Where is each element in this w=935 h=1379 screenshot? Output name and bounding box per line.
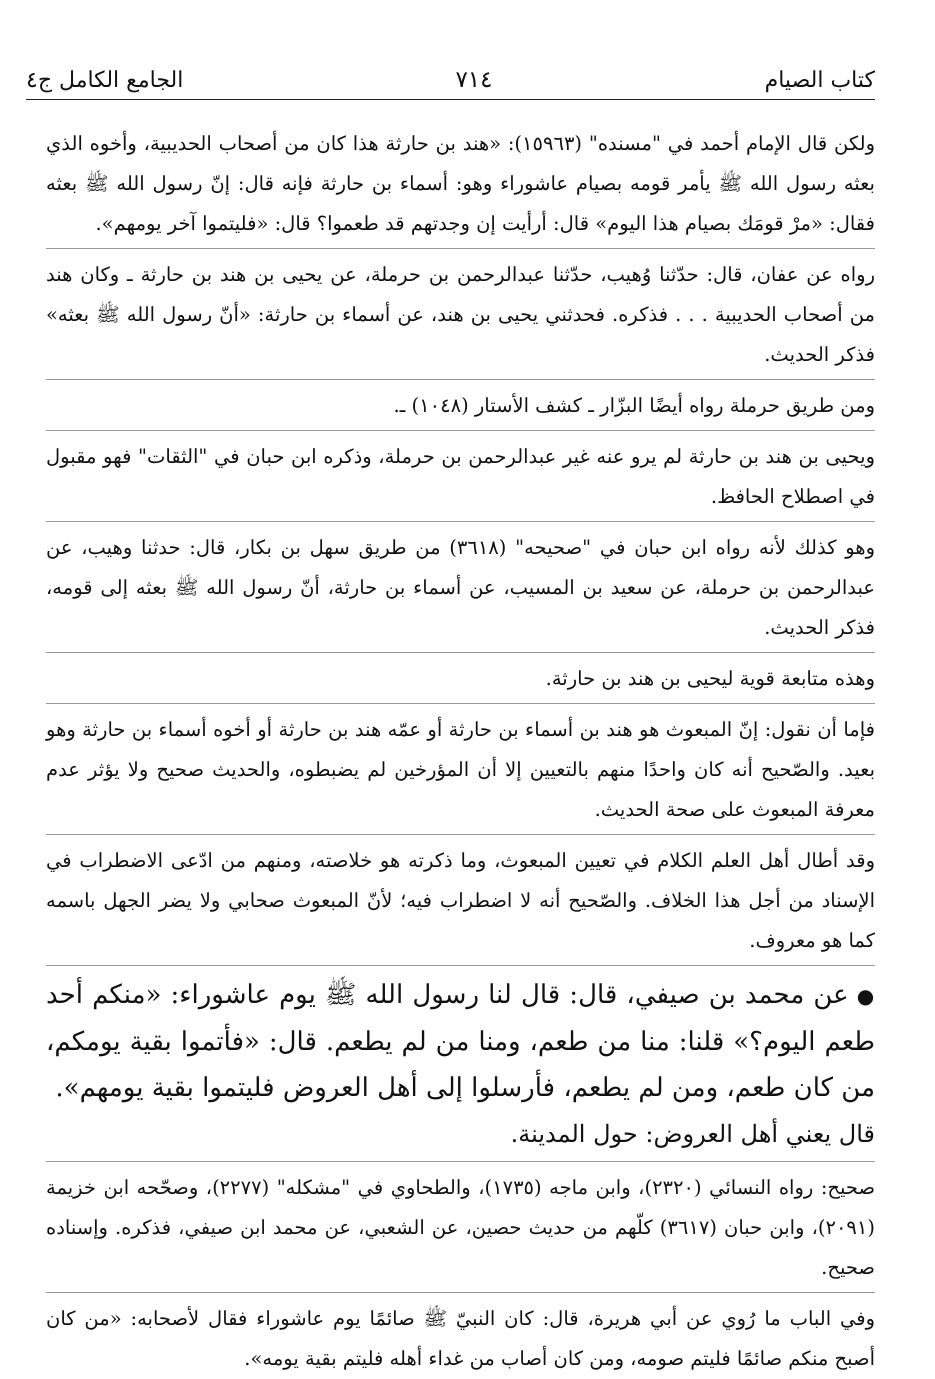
paragraph: وهو كذلك لأنه رواه ابن حبان في "صحيحه" (٣٦١٨) من طريق سهل بن بكار، قال: حدثنا وهيب، عن عبدالرحمن بن حرملة، عن سعيد بن المسيب، عن أسماء بن حارثة، أنّ رسول الله ﷺ بعثه إلى قومه، فذكر الحديث. (46, 536, 875, 639)
divider (46, 965, 875, 966)
divider (46, 430, 875, 431)
divider (46, 834, 875, 835)
paragraph: ومن طريق حرملة رواه أيضًا البزّار ـ كشف الأستار (١٠٤٨) ـ. (393, 394, 875, 417)
hadith-text (46, 972, 875, 1111)
divider (46, 379, 875, 380)
divider (46, 652, 875, 653)
page-content (46, 124, 875, 1379)
paragraph: ولكن قال الإمام أحمد في "مسنده" (١٥٩٦٣): «هند بن حارثة هذا كان من أصحاب الحديبية، وأخوه الذي بعثه رسول الله ﷺ يأمر قومه بصيام عاشوراء وهو: أسماء بن حارثة فإنه قال: إنّ رسول الله ﷺ بعثه فقال: «مرْ قومَك بصيام هذا اليوم» قال: أرأيت إن وجدتهم قد طعموا؟ قال: «فليتموا آخر يومهم». (46, 132, 876, 235)
bullet-icon: ● (856, 984, 876, 1008)
hadith-body: عن محمد بن صيفي، قال: قال لنا رسول الله ﷺ يوم عاشوراء: «منكم أحد طعم اليوم؟» قلنا: منا من طعم، ومنا من لم يطعم. قال: «فأتموا بقية يومكم، من كان طعم، ومن لم يطعم، فأرسلوا إلى أهل العروض فليتموا بقية يومهم». (46, 980, 875, 1103)
divider (46, 1292, 875, 1293)
hadith-note: قال يعني أهل العروض: حول المدينة. (510, 1120, 875, 1148)
paragraph: وهذه متابعة قوية ليحيى بن هند بن حارثة. (545, 667, 875, 690)
paragraph: رواه عن عفان، قال: حدّثنا وُهيب، حدّثنا عبدالرحمن بن حرملة، عن يحيى بن هند بن حارثة ـ وكان هند من أصحاب الحديبية . . . فذكره. فحدثني يحيى بن هند، عن أسماء بن حارثة: «أنّ رسول الله ﷺ بعثه» فذكر الحديث. (46, 263, 875, 366)
takhrij-paragraph: صحيح: رواه النسائي (٢٣٢٠)، وابن ماجه (١٧٣٥)، والطحاوي في "مشكله" (٢٢٧٧)، وصحّحه ابن خزيمة (٢٠٩١)، وابن حبان (٣٦١٧) كلّهم من حديث حصين، عن الشعبي، عن محمد ابن صيفي، فذكره. وإسناده صحيح. (46, 1176, 875, 1279)
divider (46, 521, 875, 522)
paragraph: فإما أن نقول: إنّ المبعوث هو هند بن أسماء بن حارثة أو عمّه هند بن حارثة أو أخوه أسماء بن حارثة وهو بعيد. والصّحيح أنه كان واحدًا منهم بالتعيين إلا أن المؤرخين لم يضبطوه، والحديث صحيح ولا يؤثر عدم معرفة المبعوث على صحة الحديث. (46, 718, 875, 821)
page-header (26, 52, 875, 100)
divider (46, 1161, 875, 1162)
book-title: الجامع الكامل ج٤ (26, 68, 184, 93)
divider (46, 703, 875, 704)
paragraph: ويحيى بن هند بن حارثة لم يرو عنه غير عبدالرحمن بن حرملة، وذكره ابن حبان في "الثقات" فهو مقبول في اصطلاح الحافظ. (46, 445, 875, 508)
takhrij-paragraph: وفي الباب ما رُوي عن أبي هريرة، قال: كان النبيّ ﷺ صائمًا يوم عاشوراء فقال لأصحابه: «من كان أصبح منكم صائمًا فليتم صومه، ومن كان أصاب من غداء أهله فليتم بقية يومه». (46, 1307, 875, 1370)
paragraph: وقد أطال أهل العلم الكلام في تعيين المبعوث، وما ذكرته هو خلاصته، ومنهم من ادّعى الاضطراب في الإسناد من أجل هذا الخلاف. والصّحيح أنه لا اضطراب فيه؛ لأنّ المبعوث صحابي ولا يضر الجهل باسمه كما هو معروف. (46, 849, 875, 952)
chapter-title: كتاب الصيام (764, 68, 875, 93)
page-number: ٧١٤ (455, 67, 493, 93)
divider (46, 248, 875, 249)
